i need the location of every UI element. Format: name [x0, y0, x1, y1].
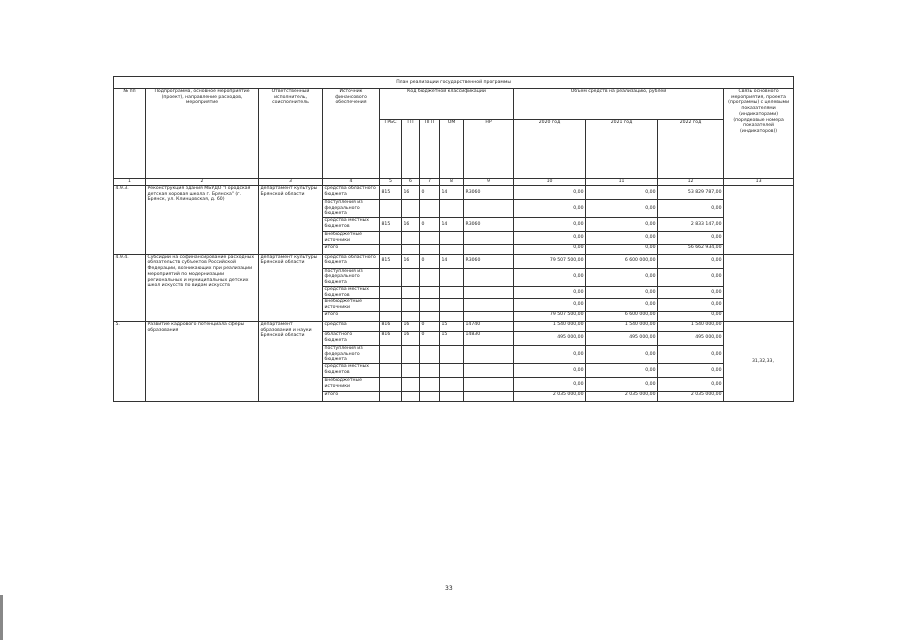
source-cell: областного бюджета — [323, 331, 380, 345]
header-source: Источник финансового обеспечения — [323, 89, 380, 179]
pgp-cell: 0 — [420, 186, 440, 200]
col-number: 5 — [380, 179, 402, 186]
source-cell: средства местных бюджетов — [323, 286, 380, 298]
total-2020: 0,00 — [514, 244, 586, 254]
col-number: 12 — [658, 179, 724, 186]
header-num: № пп — [114, 89, 146, 179]
col-number: 2 — [146, 179, 259, 186]
gp-cell: 16 — [402, 331, 420, 345]
amount-2022: 2 833 147,00 — [658, 218, 724, 232]
amount-2020: 0,00 — [514, 268, 586, 286]
row-executor: департамент образования и науки Брянской области — [259, 321, 323, 401]
np-cell: R3060 — [464, 254, 514, 268]
col-number: 10 — [514, 179, 586, 186]
col-number: 4 — [323, 179, 380, 186]
link-cell — [724, 254, 794, 321]
source-cell: средства местных бюджетов — [323, 364, 380, 378]
amount-2020: 0,00 — [514, 232, 586, 244]
amount-2020: 0,00 — [514, 218, 586, 232]
grbs-cell: 815 — [380, 218, 402, 232]
amount-2022: 0,00 — [658, 364, 724, 378]
header-gp: ГП — [402, 120, 420, 179]
amount-2022: 0,00 — [658, 200, 724, 218]
gp-cell: 16 — [402, 321, 420, 331]
total-2020: 79 507 500,00 — [514, 311, 586, 321]
amount-2022: 1 540 000,00 — [658, 321, 724, 331]
amount-2022: 53 829 787,00 — [658, 186, 724, 200]
amount-2021: 0,00 — [586, 364, 658, 378]
pgp-cell: 0 — [420, 321, 440, 331]
amount-2020: 0,00 — [514, 286, 586, 298]
header-volume-group: Объем средств на реализацию, рублей — [514, 89, 724, 120]
col-number: 1 — [114, 179, 146, 186]
header-executor: Ответственный исполнитель, соисполнитель — [259, 89, 323, 179]
header-link: Связь основного мероприятия, проекта (программы) с целевыми показателями (индикаторами) (порядковые номера показателей (индикаторов)) — [724, 89, 794, 179]
grbs-cell: 816 — [380, 331, 402, 345]
amount-2020: 0,00 — [514, 345, 586, 363]
amount-2020: 0,00 — [514, 299, 586, 311]
amount-2022: 0,00 — [658, 232, 724, 244]
amount-2022: 0,00 — [658, 286, 724, 298]
row-num: 5. — [114, 321, 146, 401]
amount-2020: 0,00 — [514, 378, 586, 392]
amount-2021: 0,00 — [586, 299, 658, 311]
amount-2020: 495 000,00 — [514, 331, 586, 345]
page-number: 33 — [445, 585, 453, 592]
header-2020: 2020 год — [514, 120, 586, 179]
grbs-cell: 815 — [380, 254, 402, 268]
source-cell: внебюджетные источники — [323, 378, 380, 392]
link-cell — [724, 186, 794, 255]
amount-2020: 0,00 — [514, 200, 586, 218]
amount-2022: 0,00 — [658, 378, 724, 392]
amount-2022: 0,00 — [658, 299, 724, 311]
header-np: НР — [464, 120, 514, 179]
amount-2020: 1 540 000,00 — [514, 321, 586, 331]
total-2022: 2 035 000,00 — [658, 392, 724, 402]
row-name: Развитие кадрового потенциала сферы образования — [146, 321, 259, 401]
row-name: Реконструкция здания МБУДО "Городская детская хоровая школа г. Брянска" (г. Брянск, ул. Клинцовская, д. 60) — [146, 186, 259, 255]
table-row — [114, 186, 794, 200]
amount-2022: 495 000,00 — [658, 331, 724, 345]
grbs-cell: 815 — [380, 186, 402, 200]
header-grbs: ГРБС — [380, 120, 402, 179]
source-cell: итого — [323, 311, 380, 321]
total-2021: 0,00 — [586, 244, 658, 254]
col-number: 13 — [724, 179, 794, 186]
np-cell: 14740 — [464, 321, 514, 331]
om-cell: 14 — [440, 218, 464, 232]
source-cell: средства местных бюджетов — [323, 218, 380, 232]
amount-2021: 0,00 — [586, 232, 658, 244]
row-name: Субсидии на софинансирование расходных обязательств субъектов Российской Федерации, возникающих при реализации мероприятий по модернизации региональных и муниципальных детских школ искусств по видам искусств — [146, 254, 259, 321]
source-cell: внебюджетные источники — [323, 299, 380, 311]
amount-2022: 0,00 — [658, 268, 724, 286]
header-om: ОМ — [440, 120, 464, 179]
amount-2020: 0,00 — [514, 186, 586, 200]
np-cell: R3060 — [464, 218, 514, 232]
budget-plan-table — [113, 76, 794, 402]
header-2022: 2022 год — [658, 120, 724, 179]
source-cell: средства областного бюджета — [323, 186, 380, 200]
col-number: 7 — [420, 179, 440, 186]
row-num: 4.9.4. — [114, 254, 146, 321]
amount-2021: 0,00 — [586, 378, 658, 392]
pgp-cell: 0 — [420, 218, 440, 232]
table-row — [114, 321, 794, 331]
source-cell: внебюджетные источники — [323, 232, 380, 244]
source-cell: итого — [323, 244, 380, 254]
pgp-cell: 0 — [420, 254, 440, 268]
amount-2020: 79 507 500,00 — [514, 254, 586, 268]
link-indicators: 31,32,33, — [724, 321, 794, 401]
col-number: 9 — [464, 179, 514, 186]
header-name: Подпрограмма, основное мероприятие (проект), направление расходов, мероприятие — [146, 89, 259, 179]
om-cell: 15 — [440, 331, 464, 345]
amount-2021: 0,00 — [586, 186, 658, 200]
gp-cell: 16 — [402, 218, 420, 232]
total-2022: 0,00 — [658, 311, 724, 321]
total-2020: 2 035 000,00 — [514, 392, 586, 402]
np-cell: 14830 — [464, 331, 514, 345]
source-cell: средства областного бюджета — [323, 254, 380, 268]
row-num: 4.9.3. — [114, 186, 146, 255]
np-cell: R3060 — [464, 186, 514, 200]
page-edge-mark — [0, 595, 3, 640]
gp-cell: 16 — [402, 186, 420, 200]
table-row — [114, 254, 794, 268]
amount-2021: 495 000,00 — [586, 331, 658, 345]
col-number: 11 — [586, 179, 658, 186]
col-number: 6 — [402, 179, 420, 186]
header-2021: 2021 год — [586, 120, 658, 179]
amount-2021: 0,00 — [586, 286, 658, 298]
amount-2021: 0,00 — [586, 345, 658, 363]
source-cell: средства — [323, 321, 380, 331]
om-cell: 15 — [440, 321, 464, 331]
amount-2022: 0,00 — [658, 345, 724, 363]
row-executor: департамент культуры Брянской области — [259, 186, 323, 255]
amount-2021: 0,00 — [586, 200, 658, 218]
row-executor: департамент культуры Брянской области — [259, 254, 323, 321]
grbs-cell: 816 — [380, 321, 402, 331]
amount-2022: 0,00 — [658, 254, 724, 268]
amount-2021: 0,00 — [586, 218, 658, 232]
om-cell: 14 — [440, 186, 464, 200]
header-pgp: ПГП — [420, 120, 440, 179]
source-cell: поступления из федерального бюджета — [323, 200, 380, 218]
source-cell: итого — [323, 392, 380, 402]
gp-cell: 16 — [402, 254, 420, 268]
header-code-group: Код бюджетной классификации — [380, 89, 514, 120]
amount-2021: 6 600 000,00 — [586, 254, 658, 268]
amount-2020: 0,00 — [514, 364, 586, 378]
table-title: План реализации государственной программы — [114, 77, 794, 89]
amount-2021: 1 540 000,00 — [586, 321, 658, 331]
total-2021: 2 035 000,00 — [586, 392, 658, 402]
total-2022: 56 662 934,00 — [658, 244, 724, 254]
amount-2021: 0,00 — [586, 268, 658, 286]
total-2021: 6 600 000,00 — [586, 311, 658, 321]
col-number: 8 — [440, 179, 464, 186]
source-cell: поступления из федерального бюджета — [323, 345, 380, 363]
source-cell: поступления из федерального бюджета — [323, 268, 380, 286]
om-cell: 14 — [440, 254, 464, 268]
col-number: 3 — [259, 179, 323, 186]
pgp-cell: 0 — [420, 331, 440, 345]
